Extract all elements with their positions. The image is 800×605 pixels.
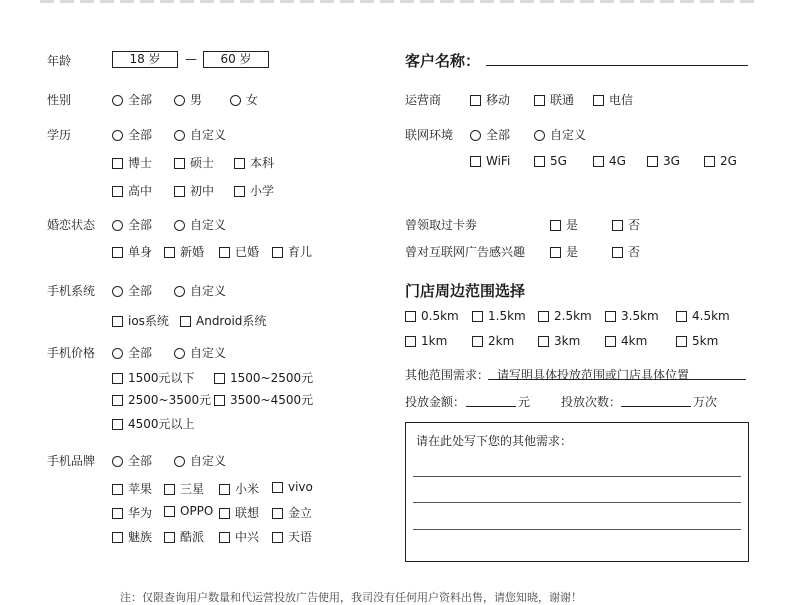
notes-box[interactable]	[405, 422, 749, 562]
brand-check-coolpad[interactable]: 酷派	[164, 528, 204, 545]
range-check-2km[interactable]: 2km	[472, 334, 514, 348]
client-name-field[interactable]	[486, 48, 748, 66]
brand-check-zte[interactable]: 中兴	[219, 528, 259, 545]
education-check-primary[interactable]: 小学	[234, 182, 274, 199]
brand-check-samsung[interactable]: 三星	[164, 480, 204, 497]
brand-check-vivo[interactable]: vivo	[272, 480, 313, 494]
network-check-3g[interactable]: 3G	[647, 154, 680, 168]
radio-icon	[174, 95, 185, 106]
checkbox-icon	[538, 336, 549, 347]
notes-line	[413, 529, 741, 530]
education-radio-all[interactable]: 全部	[112, 126, 152, 143]
checkbox-icon	[164, 506, 175, 517]
network-radio-all[interactable]: 全部	[470, 126, 510, 143]
checkbox-icon	[470, 95, 481, 106]
coupon-check-no[interactable]: 否	[612, 216, 640, 233]
education-check-phd[interactable]: 博士	[112, 154, 152, 171]
checkbox-icon	[593, 156, 604, 167]
brand-check-tianyu[interactable]: 天语	[272, 528, 312, 545]
radio-icon	[112, 286, 123, 297]
phone-os-radio-custom[interactable]: 自定义	[174, 282, 226, 299]
checkbox-icon	[112, 395, 123, 406]
range-check-3-5km[interactable]: 3.5km	[605, 309, 659, 323]
brand-check-lenovo[interactable]: 联想	[219, 504, 259, 521]
notes-line	[413, 502, 741, 503]
carrier-check-telecom[interactable]: 电信	[593, 91, 633, 108]
phone-price-radio-all[interactable]: 全部	[112, 344, 152, 361]
network-label: 联网环境	[405, 128, 454, 142]
gender-option-male[interactable]: 男	[174, 91, 202, 108]
brand-check-oppo[interactable]: OPPO	[164, 504, 213, 518]
times-label: 投放次数：	[561, 395, 622, 409]
checkbox-icon	[538, 311, 549, 322]
checkbox-icon	[112, 186, 123, 197]
checkbox-icon	[214, 373, 225, 384]
education-radio-custom[interactable]: 自定义	[174, 126, 226, 143]
radio-icon	[112, 456, 123, 467]
budget-label: 投放金额：	[405, 395, 466, 409]
coupon-check-yes[interactable]: 是	[550, 216, 578, 233]
marital-label: 婚恋状态	[47, 218, 96, 232]
other-range-label: 其他范围需求：	[405, 368, 490, 382]
phone-price-check-over4500[interactable]: 4500元以上	[112, 415, 195, 432]
range-check-2-5km[interactable]: 2.5km	[538, 309, 592, 323]
checkbox-icon	[234, 186, 245, 197]
marital-check-newlywed[interactable]: 新婚	[164, 243, 204, 260]
carrier-check-mobile[interactable]: 移动	[470, 91, 510, 108]
education-check-bachelor[interactable]: 本科	[234, 154, 274, 171]
network-check-2g[interactable]: 2G	[704, 154, 737, 168]
checkbox-icon	[605, 311, 616, 322]
checkbox-icon	[112, 158, 123, 169]
checkbox-icon	[272, 532, 283, 543]
network-check-5g[interactable]: 5G	[534, 154, 567, 168]
phone-price-radio-custom[interactable]: 自定义	[174, 344, 226, 361]
range-check-5km[interactable]: 5km	[676, 334, 718, 348]
checkbox-icon	[647, 156, 658, 167]
checkbox-icon	[180, 316, 191, 327]
age-min-field[interactable]: 18 岁	[112, 51, 178, 68]
checkbox-icon	[112, 508, 123, 519]
network-check-4g[interactable]: 4G	[593, 154, 626, 168]
ad-interest-check-yes[interactable]: 是	[550, 243, 578, 260]
age-max-field[interactable]: 60 岁	[203, 51, 269, 68]
coupon-label: 曾领取过卡劵	[405, 218, 478, 232]
ad-interest-check-no[interactable]: 否	[612, 243, 640, 260]
checkbox-icon	[405, 336, 416, 347]
checkbox-icon	[164, 247, 175, 258]
gender-label: 性别	[47, 93, 72, 107]
brand-check-gionee[interactable]: 金立	[272, 504, 312, 521]
radio-icon	[174, 348, 185, 359]
education-check-highschool[interactable]: 高中	[112, 182, 152, 199]
checkbox-icon	[612, 247, 623, 258]
checkbox-icon	[472, 311, 483, 322]
budget-unit: 元	[518, 395, 531, 409]
education-check-middleschool[interactable]: 初中	[174, 182, 214, 199]
radio-icon	[112, 130, 123, 141]
checkbox-icon	[112, 484, 123, 495]
education-check-master[interactable]: 硕士	[174, 154, 214, 171]
phone-brand-radio-all[interactable]: 全部	[112, 452, 152, 469]
range-check-0-5km[interactable]: 0.5km	[405, 309, 459, 323]
checkbox-icon	[219, 247, 230, 258]
radio-icon	[112, 95, 123, 106]
checkbox-icon	[550, 220, 561, 231]
carrier-label: 运营商	[405, 93, 442, 107]
radio-icon	[534, 130, 545, 141]
radio-icon	[112, 348, 123, 359]
checkbox-icon	[534, 95, 545, 106]
times-field[interactable]	[621, 391, 691, 407]
brand-check-meizu[interactable]: 魅族	[112, 528, 152, 545]
notes-label: 请在此处写下您的其他需求：	[416, 434, 573, 448]
ad-interest-label: 曾对互联网广告感兴趣	[405, 245, 526, 259]
phone-os-label: 手机系统	[47, 284, 96, 298]
checkbox-icon	[272, 508, 283, 519]
gender-option-all[interactable]: 全部	[112, 91, 152, 108]
radio-icon	[174, 220, 185, 231]
marital-radio-all[interactable]: 全部	[112, 216, 152, 233]
phone-price-check-2500-3500[interactable]: 2500~3500元	[112, 391, 211, 408]
checkbox-icon	[605, 336, 616, 347]
education-label: 学历	[47, 128, 72, 142]
range-check-4-5km[interactable]: 4.5km	[676, 309, 730, 323]
phone-price-check-1500-2500[interactable]: 1500~2500元	[214, 369, 313, 386]
marital-radio-custom[interactable]: 自定义	[174, 216, 226, 233]
brand-check-apple[interactable]: 苹果	[112, 480, 152, 497]
checkbox-icon	[219, 508, 230, 519]
radio-icon	[112, 220, 123, 231]
radio-icon	[470, 130, 481, 141]
age-dash: —	[185, 52, 197, 66]
checkbox-icon	[593, 95, 604, 106]
store-range-title: 门店周边范围选择	[405, 282, 526, 300]
top-decorative-band	[40, 0, 760, 3]
marital-check-married[interactable]: 已婚	[219, 243, 259, 260]
network-check-wifi[interactable]: WiFi	[470, 154, 510, 168]
phone-os-radio-all[interactable]: 全部	[112, 282, 152, 299]
checkbox-icon	[534, 156, 545, 167]
phone-os-check-android[interactable]: Android系统	[180, 312, 266, 329]
range-check-4km[interactable]: 4km	[605, 334, 647, 348]
checkbox-icon	[112, 419, 123, 430]
times-unit: 万次	[693, 395, 718, 409]
checkbox-icon	[164, 532, 175, 543]
checkbox-icon	[219, 532, 230, 543]
checkbox-icon	[112, 247, 123, 258]
checkbox-icon	[234, 158, 245, 169]
checkbox-icon	[112, 316, 123, 327]
network-radio-custom[interactable]: 自定义	[534, 126, 586, 143]
phone-price-check-3500-4500[interactable]: 3500~4500元	[214, 391, 313, 408]
checkbox-icon	[214, 395, 225, 406]
range-check-3km[interactable]: 3km	[538, 334, 580, 348]
notes-line	[413, 476, 741, 477]
brand-check-huawei[interactable]: 华为	[112, 504, 152, 521]
phone-price-check-under1500[interactable]: 1500元以下	[112, 369, 195, 386]
checkbox-icon	[470, 156, 481, 167]
checkbox-icon	[174, 158, 185, 169]
carrier-check-unicom[interactable]: 联通	[534, 91, 574, 108]
phone-brand-radio-custom[interactable]: 自定义	[174, 452, 226, 469]
phone-os-check-ios[interactable]: ios系统	[112, 312, 169, 329]
radio-icon	[230, 95, 241, 106]
checkbox-icon	[164, 484, 175, 495]
checkbox-icon	[174, 186, 185, 197]
marital-check-parenting[interactable]: 育儿	[272, 243, 312, 260]
range-check-1km[interactable]: 1km	[405, 334, 447, 348]
budget-field[interactable]	[466, 391, 516, 407]
radio-icon	[174, 456, 185, 467]
checkbox-icon	[612, 220, 623, 231]
gender-option-female[interactable]: 女	[230, 91, 258, 108]
radio-icon	[174, 286, 185, 297]
checkbox-icon	[405, 311, 416, 322]
checkbox-icon	[112, 373, 123, 384]
checkbox-icon	[472, 336, 483, 347]
checkbox-icon	[550, 247, 561, 258]
checkbox-icon	[219, 484, 230, 495]
phone-brand-label: 手机品牌	[47, 454, 96, 468]
checkbox-icon	[272, 482, 283, 493]
checkbox-icon	[112, 532, 123, 543]
checkbox-icon	[704, 156, 715, 167]
other-range-placeholder: 请写明具体投放范围或门店具体位置	[497, 368, 690, 382]
phone-price-label: 手机价格	[47, 346, 96, 360]
radio-icon	[174, 130, 185, 141]
checkbox-icon	[272, 247, 283, 258]
brand-check-xiaomi[interactable]: 小米	[219, 480, 259, 497]
marital-check-single[interactable]: 单身	[112, 243, 152, 260]
footer-note: 注：仅限查询用户数量和代运营投放广告使用，我司没有任何用户资料出售，请您知晓，谢谢！	[120, 591, 582, 604]
range-check-1-5km[interactable]: 1.5km	[472, 309, 526, 323]
checkbox-icon	[676, 311, 687, 322]
age-label: 年龄	[47, 54, 72, 68]
checkbox-icon	[676, 336, 687, 347]
client-name-label: 客户名称：	[405, 52, 481, 70]
